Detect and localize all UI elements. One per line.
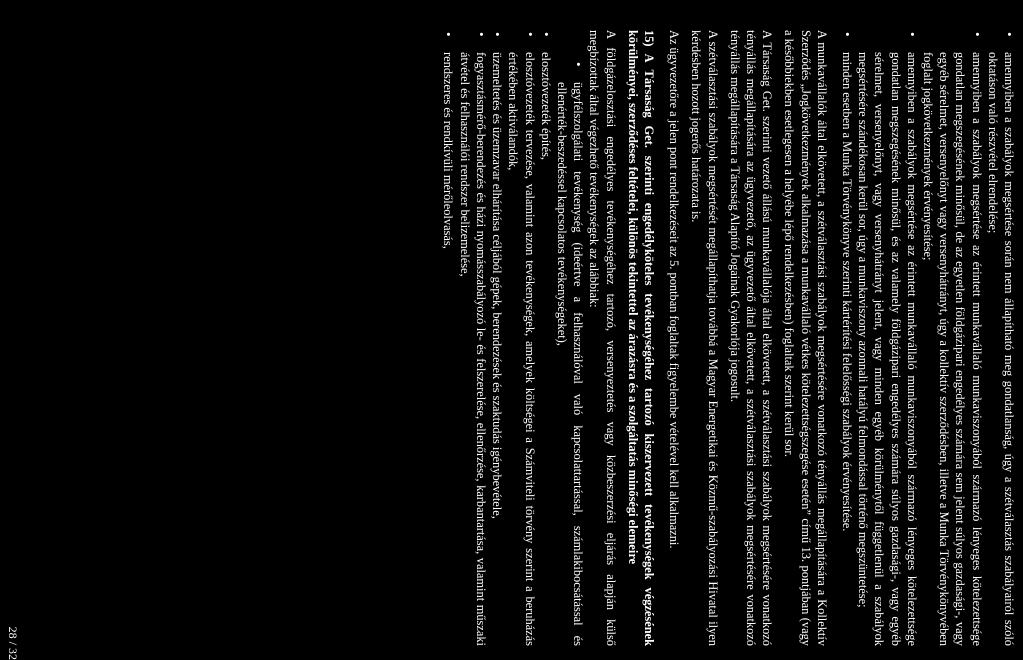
bullet-item: • minden esetben a Munka Törvénykönyve szerinti kártérítési felelősségi szabályok érvényesítése.: [839, 30, 855, 646]
section-bullet-item: • fogyasztásmérő-berendezés és házi nyomásszabályozó le- és felszerelése, ellenőrzése, karbantartása, valamint műszaki átvétel és felhasználói rendszer belizemelése,: [457, 30, 489, 646]
section-bullet-item: • elosztóvezeték tervezése, valamint azon tevékenységek, amelyek költségei a Számviteli törvény szerint a beruházás értékében aktiválandók,: [505, 30, 537, 646]
paragraph: A Társaság Get. szerinti vezető állású munkavállalója által elkövetett, a szétválasztási szabályok megsértésére vonatkozó tényállás megállapítására az ügyvezető, az ügyvezető által elkövetett, a szétválasztási szabályok megsértésére vonatkozó tényállás megállapítására a Társaság Alapító Jogainak Gyakorlója jogosult.: [727, 30, 775, 646]
spacer: [657, 30, 666, 646]
page-number: 28 / 32: [6, 626, 20, 660]
paragraph: A szétválasztási szabályok megsértését megállapíthatja továbbá a Magyar Energetikai és Közmű-szabályozási Hivatal ilyen kérdésben hozott jogerős határozata is.: [689, 30, 720, 646]
bullet-item: • amennyiben a szabályok megsértése során nem állapítható meg gondatlanság, úgy a szétválasztás szabályairól szóló oktatáson való részvétel elrendelése;: [985, 30, 1017, 646]
spacer: [830, 30, 839, 646]
paragraph: Az ügyvezetőre a jelen pont rendelkezéseit az 5. pontban foglaltak figyelembe vételével kell alkalmazni.: [667, 30, 682, 549]
document-body: [440, 30, 1017, 646]
section-bullet-item: • elosztóvezeték építés,: [538, 30, 554, 646]
section-intro: A földgázelosztási engedélyes tevékenységéhez tartozó, versenyeztetés vagy közbeszerzési eljárás alapján külső megbízottak által végezhető tevékenységek az alábbiak:: [587, 30, 618, 646]
section-bullet-item: • üzemeltetés és üzemzavar elhárítása céljából gépek, berendezések és szaktudás igénybevétele,: [489, 30, 505, 646]
paragraph: A munkavállalók által elkövetett, a szétválasztási szabályok megsértésére vonatkozó tényállás megállapítására a Kollektív Szerződés „Jogkövetkezmények alkalmazása a munkavállaló vétkes kötelezettségszegése esetén” című 13. pontjában (vagy a későbbiekben esetlegesen a helyébe lépő rendelkezésben) foglaltak szerint kerül sor.: [782, 30, 829, 646]
bullet-item: • amennyiben a szabályok megsértése az érintett munkavállaló munkaviszonyából származó lényeges kötelezettsége gondatlan megszegésének minősül, és az valamely földgázipari engedélyes számára súlyos gazdasági-, vagy egyéb sérelmet, versenyelőnyt, vagy versenyhátrányt jelent, vagy minden egyéb körülménytől függetlenül a szabályok megsértésére szándékosan kerül sor, úgy a munkaviszony azonnali hatályú felmondással történő megszüntetése;: [855, 30, 920, 646]
section-bullet-item: • rendszeres és rendkívüli mérőleolvasás,: [440, 30, 456, 646]
section-bullet-item: • ügyfélszolgálati tevékenység (ideértve a felhasználóval való kapcsolattartással, számlakibocsátással és ellenérték-beszedéssel kapcsolatos tevékenységeket),: [554, 30, 586, 646]
section-heading: 15) A Társaság Get. szerinti engedélyköteles tevékenységéhez tartozó kiszervezett tevékenységek végzésének körülményei, szerződéses feltételei, különös tekintettel az árazásra és a szolgáltatás minőségi elemeire: [625, 30, 656, 646]
bullet-item: • amennyiben a szabályok megsértése az érintett munkavállaló munkaviszonyából származó lényeges kötelezettsége gondatlan megszegésének minősül, de az egyetlen földgázipari engedélyes számára sem jelent súlyos gazdasági-, vagy egyéb sérelmet, versenyelőnyt vagy versenyhátrányt, úgy a kollektív szerződésben, illetve a Munka Törvénykönyvében foglalt jogkövetkezmények érvényesítése;: [920, 30, 985, 646]
